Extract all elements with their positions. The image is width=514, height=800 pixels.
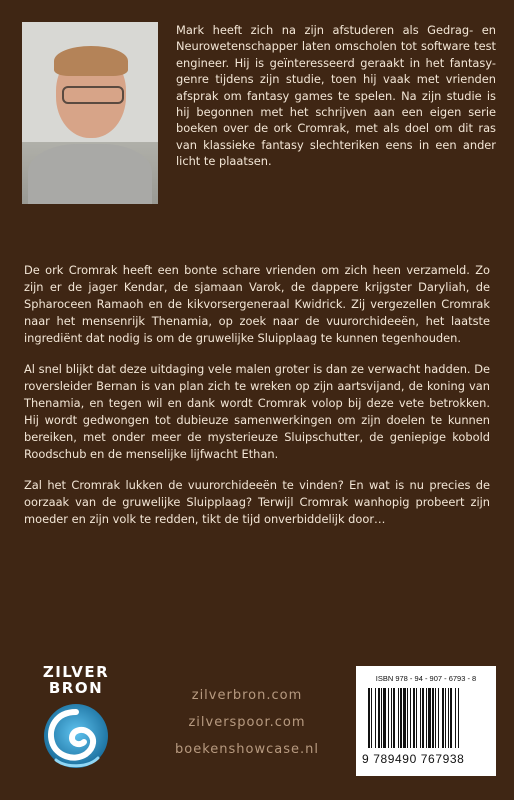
- book-blurb: [24, 262, 490, 542]
- url-zilverbron[interactable]: zilverbron.com: [191, 688, 303, 703]
- barcode-icon: [364, 688, 488, 752]
- barcode-digits: 9 789490 767938: [362, 752, 465, 766]
- logo-line-1: ZILVER: [42, 663, 110, 681]
- blurb-paragraph-1: De ork Cromrak heeft een bonte schare vrienden om zich heen verzameld. Zo zijn er de jager Kendar, de sjamaan Varok, de dappere krijgster Daryliah, de Spharoceen Ramaoh en de kikvorsergeneraal Kwidrick. Zij vergezellen Cromrak naar het mensenrijk Thenamia, op zoek naar de vuurorchideeën, het laatste ingrediënt dat nodig is om de gruwelijke Sluipplaag te kunnen tegenhouden.: [24, 263, 490, 345]
- publisher-websites: [152, 682, 342, 763]
- publisher-emblem-icon: [26, 696, 126, 772]
- publisher-logo: [26, 664, 126, 774]
- url-boekenshowcase[interactable]: boekenshowcase.nl: [175, 742, 319, 757]
- author-bio: Mark heeft zich na zijn afstuderen als Gedrag- en Neurowetenschapper laten omscholen tot software test engineer. Hij is geïnteresseerd geraakt in het fantasy-genre tijdens zijn studie, toen hij vaak met vrienden afsprak om fantasy games te spelen. Na zijn studie is hij begonnen met het schrijven aan een eigen serie boeken over de ork Cromrak, met als doel om dit ras van klassieke fantasy slechteriken eens in een ander licht te plaatsen.: [176, 23, 496, 169]
- photo-shirt: [28, 144, 152, 204]
- blurb-paragraph-2: Al snel blijkt dat deze uitdaging vele malen groter is dan ze verwacht hadden. De roversleider Bernan is van plan zich te wreken op zijn aartsvijand, de koning van Thenamia, en tegen wil en dank wordt Cromrak volop bij deze vete betrokken. Hij wordt gedwongen tot dubieuze samenwerkingen om zijn doelen te kunnen bereiken, met onder meer de mysterieuze Sluipschutter, de geniepige kobold Roodschub en de menselijke lijfwacht Ethan.: [24, 362, 490, 461]
- blurb-paragraph-3: Zal het Cromrak lukken de vuurorchideeën te vinden? En wat is nu precies de oorzaak van de gruwelijke Sluipplaag? Terwijl Cromrak wanhopig probeert zijn moeder en zijn volk te redden, tikt de tijd onverbiddelijk door…: [24, 478, 490, 526]
- url-zilverspoor[interactable]: zilverspoor.com: [188, 715, 306, 730]
- photo-hair: [54, 46, 128, 76]
- author-photo: [22, 22, 158, 204]
- logo-line-2: BRON: [48, 679, 104, 697]
- photo-glasses: [62, 86, 124, 104]
- isbn-label: ISBN 978 - 94 - 907 - 6793 - 8: [375, 674, 477, 683]
- isbn-barcode: [356, 666, 496, 776]
